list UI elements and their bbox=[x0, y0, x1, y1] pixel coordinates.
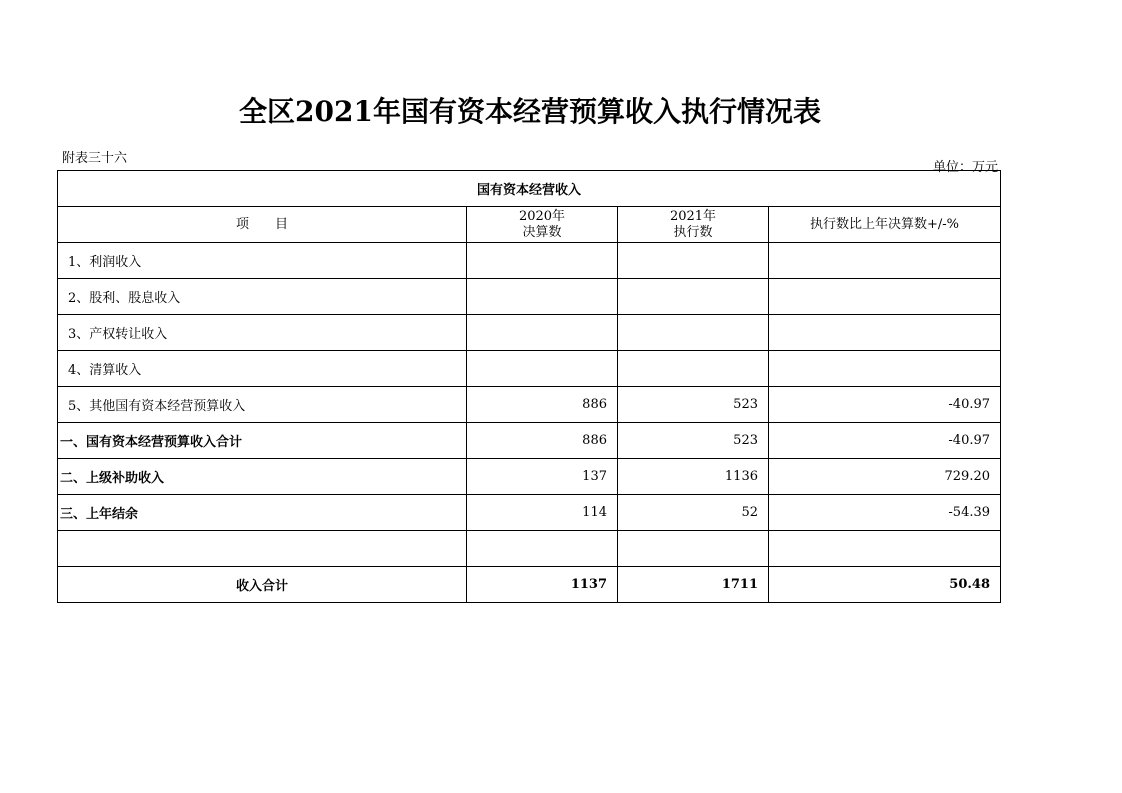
attachment-label: 附表三十六 bbox=[62, 151, 128, 166]
row-2020: 886 bbox=[467, 387, 618, 423]
header-2021-year: 2021年 bbox=[669, 208, 717, 224]
row-pct bbox=[769, 351, 1001, 387]
header-2021-type: 执行数 bbox=[673, 224, 713, 240]
table-row bbox=[58, 387, 1001, 423]
row-2020 bbox=[467, 531, 618, 567]
table-row bbox=[58, 459, 1001, 495]
row-label bbox=[58, 531, 467, 567]
row-pct bbox=[769, 315, 1001, 351]
row-2020 bbox=[467, 315, 618, 351]
row-2021: 52 bbox=[618, 495, 769, 531]
table-row bbox=[58, 351, 1001, 387]
row-2021 bbox=[618, 531, 769, 567]
row-label: 4、清算收入 bbox=[58, 351, 467, 387]
row-pct bbox=[769, 243, 1001, 279]
unit-label: 单位：万元 bbox=[932, 160, 998, 175]
table-row bbox=[58, 315, 1001, 351]
row-2021 bbox=[618, 315, 769, 351]
row-2021: 523 bbox=[618, 387, 769, 423]
header-2020-type: 决算数 bbox=[522, 224, 562, 240]
total-pct: 50.48 bbox=[769, 567, 1001, 603]
row-pct: -40.97 bbox=[769, 423, 1001, 459]
row-pct: -54.39 bbox=[769, 495, 1001, 531]
row-pct: -40.97 bbox=[769, 387, 1001, 423]
row-2021 bbox=[618, 243, 769, 279]
row-label: 三、上年结余 bbox=[58, 495, 467, 531]
row-pct bbox=[769, 279, 1001, 315]
section-title-row bbox=[58, 171, 1001, 207]
header-change-pct: 执行数比上年决算数+/-% bbox=[769, 207, 1001, 243]
header-2020 bbox=[467, 207, 618, 243]
header-2021 bbox=[618, 207, 769, 243]
row-label: 一、国有资本经营预算收入合计 bbox=[58, 423, 467, 459]
table-row bbox=[58, 243, 1001, 279]
row-2020: 114 bbox=[467, 495, 618, 531]
row-2021: 1136 bbox=[618, 459, 769, 495]
table-row bbox=[58, 495, 1001, 531]
row-2020 bbox=[467, 279, 618, 315]
total-row bbox=[58, 567, 1001, 603]
total-label: 收入合计 bbox=[58, 567, 467, 603]
total-2020: 1137 bbox=[467, 567, 618, 603]
row-2020 bbox=[467, 351, 618, 387]
table-row bbox=[58, 279, 1001, 315]
row-pct: 729.20 bbox=[769, 459, 1001, 495]
table-row bbox=[58, 423, 1001, 459]
row-label: 5、其他国有资本经营预算收入 bbox=[58, 387, 467, 423]
row-label: 3、产权转让收入 bbox=[58, 315, 467, 351]
row-label: 2、股利、股息收入 bbox=[58, 279, 467, 315]
row-2020: 137 bbox=[467, 459, 618, 495]
revenue-table bbox=[57, 170, 1001, 603]
row-pct bbox=[769, 531, 1001, 567]
row-2021 bbox=[618, 351, 769, 387]
table-row-empty bbox=[58, 531, 1001, 567]
page-title: 全区2021年国有资本经营预算收入执行情况表 bbox=[239, 95, 821, 128]
row-label: 二、上级补助收入 bbox=[58, 459, 467, 495]
header-row bbox=[58, 207, 1001, 243]
row-2020: 886 bbox=[467, 423, 618, 459]
row-2021: 523 bbox=[618, 423, 769, 459]
header-item: 项 目 bbox=[58, 207, 467, 243]
row-2021 bbox=[618, 279, 769, 315]
total-2021: 1711 bbox=[618, 567, 769, 603]
header-2020-year: 2020年 bbox=[518, 208, 566, 224]
section-title: 国有资本经营收入 bbox=[58, 171, 1001, 207]
row-2020 bbox=[467, 243, 618, 279]
row-label: 1、利润收入 bbox=[58, 243, 467, 279]
